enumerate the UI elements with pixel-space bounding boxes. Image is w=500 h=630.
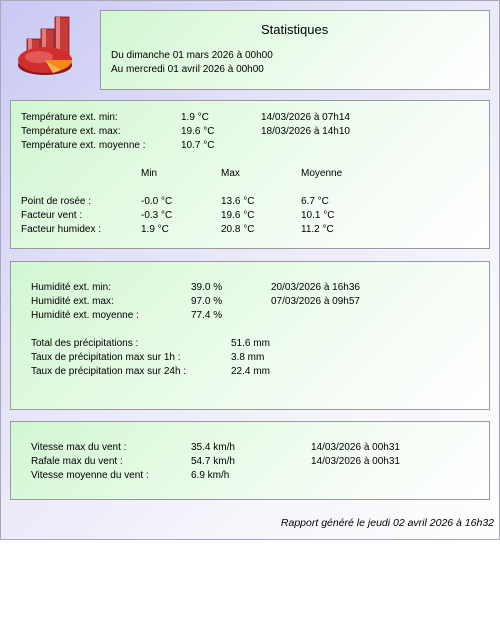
hum-avg-label: Humidité ext. moyenne :: [31, 310, 139, 321]
wind-avg-value: 6.9 km/h: [191, 470, 230, 481]
wind-panel: [10, 421, 490, 500]
temperature-panel: [10, 100, 490, 249]
temp-max-value: 19.6 °C: [181, 126, 215, 137]
windchill-min: -0.3 °C: [141, 210, 173, 221]
period-from: Du dimanche 01 mars 2026 à 00h00: [111, 50, 273, 61]
dewpoint-avg: 6.7 °C: [301, 196, 329, 207]
windchill-label: Facteur vent :: [21, 210, 83, 221]
temp-avg-label: Température ext. moyenne :: [21, 140, 146, 151]
temp-min-label: Température ext. min:: [21, 112, 118, 123]
rain-total-label: Total des précipitations :: [31, 338, 139, 349]
hum-min-date: 20/03/2026 à 16h36: [271, 282, 360, 293]
humidex-max: 20.8 °C: [221, 224, 255, 235]
windchill-avg: 10.1 °C: [301, 210, 335, 221]
gust-max-value: 54.7 km/h: [191, 456, 235, 467]
dewpoint-label: Point de rosée :: [21, 196, 92, 207]
humidex-label: Facteur humidex :: [21, 224, 102, 235]
wind-max-label: Vitesse max du vent :: [31, 442, 127, 453]
header-panel: [100, 10, 490, 90]
humidex-avg: 11.2 °C: [301, 224, 334, 235]
hum-avg-value: 77.4 %: [191, 310, 223, 321]
hum-max-label: Humidité ext. max:: [31, 296, 114, 307]
temp-min-date: 14/03/2026 à 07h14: [261, 112, 350, 123]
temp-avg-value: 10.7 °C: [181, 140, 215, 151]
report-generated-footer: Rapport généré le jeudi 02 avril 2026 à 16h32: [280, 517, 494, 529]
pie-chart-logo-icon: [15, 13, 81, 79]
rain-total-value: 51.6 mm: [231, 338, 270, 349]
col-header-max: Max: [221, 168, 240, 179]
rain-24h-value: 22.4 mm: [231, 366, 270, 377]
dewpoint-min: -0.0 °C: [141, 196, 173, 207]
rain-1h-value: 3.8 mm: [231, 352, 265, 363]
humidex-min: 1.9 °C: [141, 224, 169, 235]
hum-max-date: 07/03/2026 à 09h57: [271, 296, 360, 307]
col-header-min: Min: [141, 168, 158, 179]
temp-max-label: Température ext. max:: [21, 126, 121, 137]
windchill-max: 19.6 °C: [221, 210, 255, 221]
hum-min-value: 39.0 %: [191, 282, 223, 293]
wind-max-value: 35.4 km/h: [191, 442, 235, 453]
rain-1h-label: Taux de précipitation max sur 1h :: [31, 352, 181, 363]
hum-min-label: Humidité ext. min:: [31, 282, 112, 293]
gust-max-label: Rafale max du vent :: [31, 456, 123, 467]
page-title: Statistiques: [261, 22, 329, 37]
dewpoint-max: 13.6 °C: [221, 196, 255, 207]
humidity-panel: [10, 261, 490, 410]
col-header-avg: Moyenne: [301, 168, 343, 179]
wind-avg-label: Vitesse moyenne du vent :: [31, 470, 149, 481]
temp-max-date: 18/03/2026 à 14h10: [261, 126, 350, 137]
gust-max-date: 14/03/2026 à 00h31: [311, 456, 400, 467]
rain-24h-label: Taux de précipitation max sur 24h :: [31, 366, 187, 377]
wind-max-date: 14/03/2026 à 00h31: [311, 442, 400, 453]
hum-max-value: 97.0 %: [191, 296, 223, 307]
period-to: Au mercredi 01 avril 2026 à 00h00: [111, 64, 264, 75]
temp-min-value: 1.9 °C: [181, 112, 209, 123]
